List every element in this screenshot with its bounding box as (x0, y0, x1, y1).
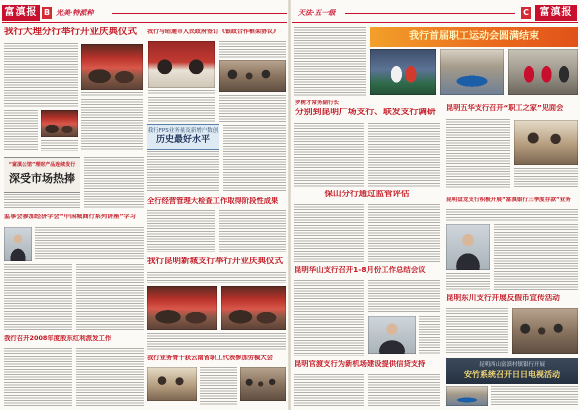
news-photo-xincheng-ceremony (147, 286, 217, 330)
news-photo-wuhua (514, 120, 578, 165)
article-body-text (294, 280, 364, 356)
article-body-text (4, 264, 72, 330)
news-photo-dali-banner (41, 110, 78, 137)
headline-xincheng-opening: 我行昆明新城支行举行开业庆典仪式 (147, 257, 284, 266)
masthead-right: 富滇报 (535, 5, 577, 21)
article-body-text (446, 308, 508, 355)
article-body-text (368, 280, 440, 313)
headline-supervisors: 监事会参加经济学会“中国城商行系列讲座”学习 (4, 214, 136, 220)
article-body-text (4, 43, 78, 107)
article-body-text (446, 209, 578, 221)
fps-subtitle: 我行FPS业务量及新增户数创 (147, 128, 219, 134)
header-line (112, 13, 287, 14)
header-rule (2, 22, 287, 23)
article-body-text (419, 316, 440, 354)
headline-luo-title: 罗树才常务副行长 (295, 100, 340, 106)
article-body-text (147, 272, 286, 283)
news-photo-sports-1 (370, 49, 436, 95)
article-body-text (294, 374, 364, 406)
news-photo-workers (240, 367, 286, 401)
fps-title: 历史最好水平 (155, 135, 210, 146)
news-photo-panlong (446, 224, 490, 270)
section-label-left: 光美·特派种 (56, 8, 94, 17)
news-photo-sports-2 (440, 49, 504, 95)
headline-labor-congress: 我行业务骨干获云南省职工代表参加劳模大会 (147, 355, 273, 361)
article-body-text (147, 333, 286, 351)
article-body-text (514, 168, 578, 189)
event-banner-subtitle: 昆明西山富滇村镇银行开展 (478, 362, 545, 368)
photo-caption (81, 92, 143, 96)
headline-dividend: 我行召开2008年度股东红利派发工作 (4, 335, 112, 342)
article-body-text (35, 227, 144, 261)
article-body-text (294, 123, 364, 187)
article-body-text (200, 367, 237, 405)
sports-meet-banner: 我行首届职工运动会圆满结束 (370, 27, 578, 47)
wealth-title: 深受市场热捧 (9, 171, 75, 185)
article-body-text (446, 119, 510, 189)
section-label-right: 天法·五一级 (298, 8, 336, 17)
article-body-text (446, 273, 490, 290)
article-body-text (148, 97, 215, 122)
article-body-text (223, 125, 286, 191)
event-banner-title: 安竹系统召开日日电视活动 (464, 370, 560, 380)
page-letter-b: B (43, 8, 51, 17)
article-body-text (219, 41, 286, 58)
headline-huashan: 昆明华山支行召开1-8月份工作总结会议 (294, 266, 426, 274)
news-photo-sports-3 (508, 49, 578, 95)
article-body-text (76, 264, 144, 330)
page-fold (288, 0, 291, 410)
article-body-text (147, 151, 219, 192)
article-body-text (147, 210, 215, 252)
article-body-text (368, 123, 440, 187)
news-photo-huashan (368, 316, 416, 354)
fps-highlight-box (147, 124, 219, 150)
article-body-text (4, 194, 80, 209)
article-body-text (294, 204, 364, 262)
news-photo-meeting (219, 60, 286, 92)
article-body-text (494, 224, 578, 290)
wealth-subtitle: “富滇公馆”理财产品连续发行 (8, 162, 76, 168)
article-body-text (219, 210, 286, 252)
news-photo-xincheng-ribbon (221, 286, 286, 330)
article-body-text (84, 157, 144, 209)
photo-caption (148, 90, 215, 94)
article-body-text (219, 95, 286, 122)
page-letter-c: C (521, 7, 531, 19)
headline-panlong: 昆明盘龙支行积极开展“富滇银行三季度存款”业务 (446, 197, 571, 203)
headline-wuhua: 昆明五华支行召开“职工之家”见面会 (446, 104, 564, 112)
headline-luo-visit: 分别到昆明广场支行、联发支行调研 (295, 108, 436, 117)
headline-airport: 昆明官渡支行为新机场建设提供信贷支持 (294, 360, 426, 368)
left-page (0, 0, 288, 410)
news-photo-signing (148, 41, 215, 88)
article-body-text (294, 27, 366, 97)
headline-inspection: 全行经营管理大检查工作取得阶段性成果 (147, 197, 279, 205)
news-photo-portrait (4, 227, 32, 261)
headline-dali-opening: 我行大理分行举行开业庆典仪式 (4, 27, 138, 37)
headline-baoshan: 保山分行通过监管评估 (324, 190, 410, 199)
event-banner (446, 358, 578, 384)
article-body-text (491, 386, 578, 406)
article-body-text (4, 110, 38, 150)
masthead-left: 富滇报 (2, 5, 40, 21)
wealth-product-box (4, 157, 80, 193)
article-body-text (368, 374, 440, 406)
headline-zhaotong-agreement: 我行与昭通市人民政府签订《银政合作框架协议》 (147, 29, 280, 35)
news-photo-dongchuan (512, 308, 578, 354)
article-body-text (81, 99, 143, 151)
article-body-text (41, 140, 78, 151)
news-photo-congress (147, 367, 197, 401)
header-rule (292, 22, 578, 23)
header-line (345, 13, 515, 14)
article-body-text (76, 348, 144, 406)
article-body-text (4, 348, 72, 406)
news-photo-dali-ceremony (81, 44, 143, 90)
headline-dongchuan: 昆明东川支行开展反假币宣传活动 (446, 294, 560, 302)
news-photo-event (446, 386, 488, 406)
article-body-text (368, 204, 440, 262)
